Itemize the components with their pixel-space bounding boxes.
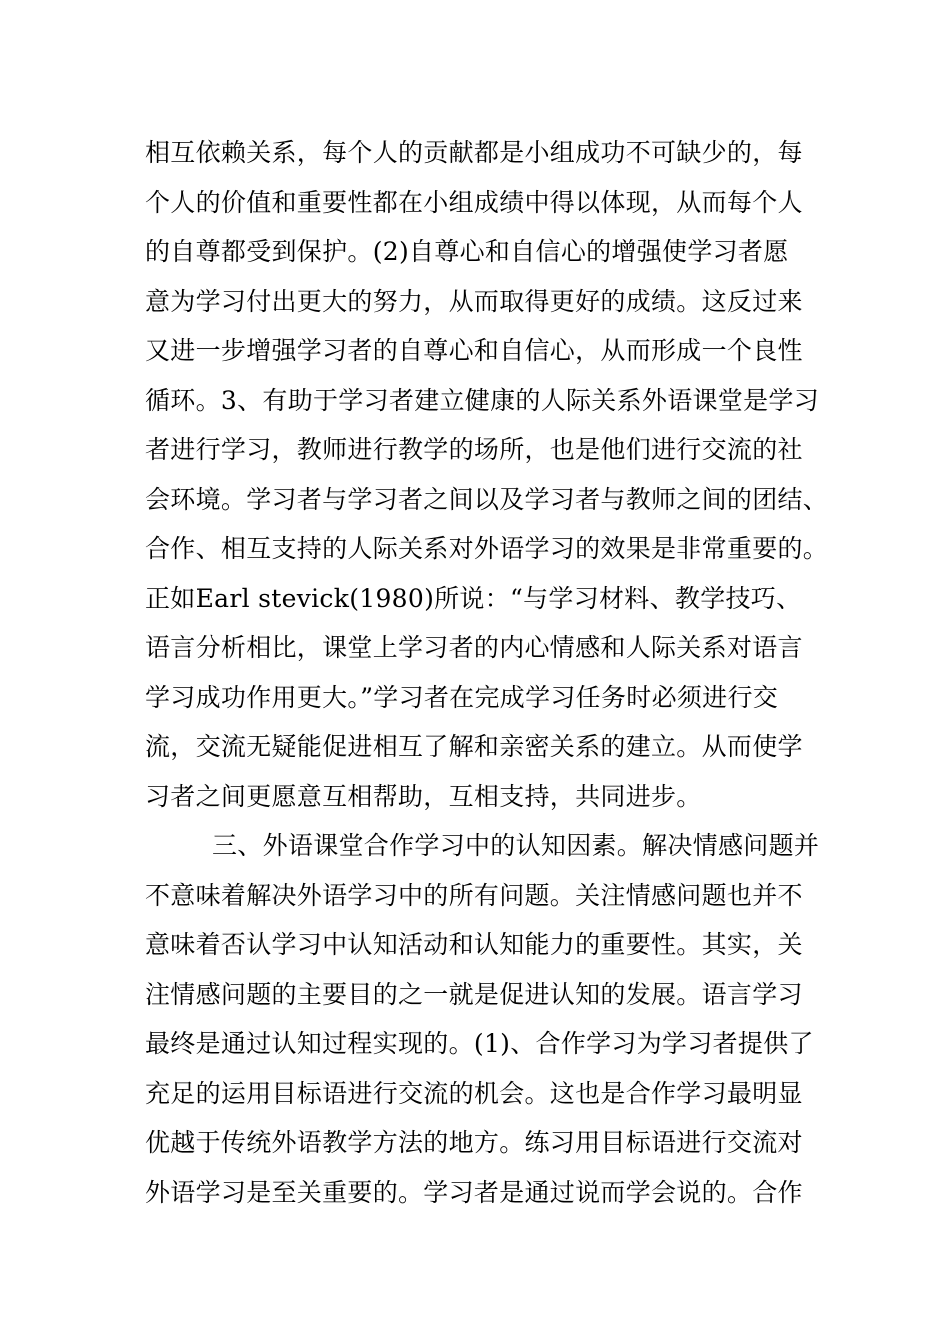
text-line: 充足的运用目标语进行交流的机会。这也是合作学习最明显 (145, 1078, 803, 1108)
text-line: 最终是通过认知过程实现的。(1)、合作学习为学习者提供了 (145, 1029, 814, 1058)
text-line: 优越于传统外语教学方法的地方。练习用目标语进行交流对 (145, 1128, 803, 1157)
text-line: 合作、相互支持的人际关系对外语学习的效果是非常重要的。 (145, 534, 829, 563)
text-line: 者进行学习，教师进行教学的场所，也是他们进行交流的社 (145, 435, 803, 464)
body-text (145, 128, 829, 1217)
text-line: 注情感问题的主要目的之一就是促进认知的发展。语言学习 (145, 979, 803, 1009)
text-line: 的自尊都受到保护。(2)自尊心和自信心的增强使学习者愿 (145, 237, 789, 266)
text-line: 正如Earl stevick(1980)所说：“与学习材料、教学技巧、 (145, 583, 802, 613)
text-line: 不意味着解决外语学习中的所有问题。关注情感问题也并不 (145, 880, 803, 910)
text-line: 循环。3、有助于学习者建立健康的人际关系外语课堂是学习 (145, 385, 820, 415)
text-line: 个人的价值和重要性都在小组成绩中得以体现，从而每个人 (145, 187, 803, 217)
text-line: 语言分析相比，课堂上学习者的内心情感和人际关系对语言 (145, 633, 803, 662)
section-heading-line: 三、外语课堂合作学习中的认知因素。解决情感问题并 (212, 831, 820, 860)
text-line: 学习成功作用更大。”学习者在完成学习任务时必须进行交 (145, 682, 779, 712)
text-line: 意味着否认学习中认知活动和认知能力的重要性。其实，关 (145, 930, 803, 959)
text-line: 流，交流无疑能促进相互了解和亲密关系的建立。从而使学 (145, 732, 803, 761)
text-line: 外语学习是至关重要的。学习者是通过说而学会说的。合作 (145, 1177, 803, 1207)
text-line: 习者之间更愿意互相帮助，互相支持，共同进步。 (145, 781, 702, 811)
text-line: 相互依赖关系，每个人的贡献都是小组成功不可缺少的，每 (145, 138, 803, 167)
text-line: 意为学习付出更大的努力，从而取得更好的成绩。这反过来 (145, 286, 803, 316)
text-line: 会环境。学习者与学习者之间以及学习者与教师之间的团结、 (145, 484, 829, 514)
text-line: 又进一步增强学习者的自尊心和自信心，从而形成一个良性 (145, 336, 803, 365)
